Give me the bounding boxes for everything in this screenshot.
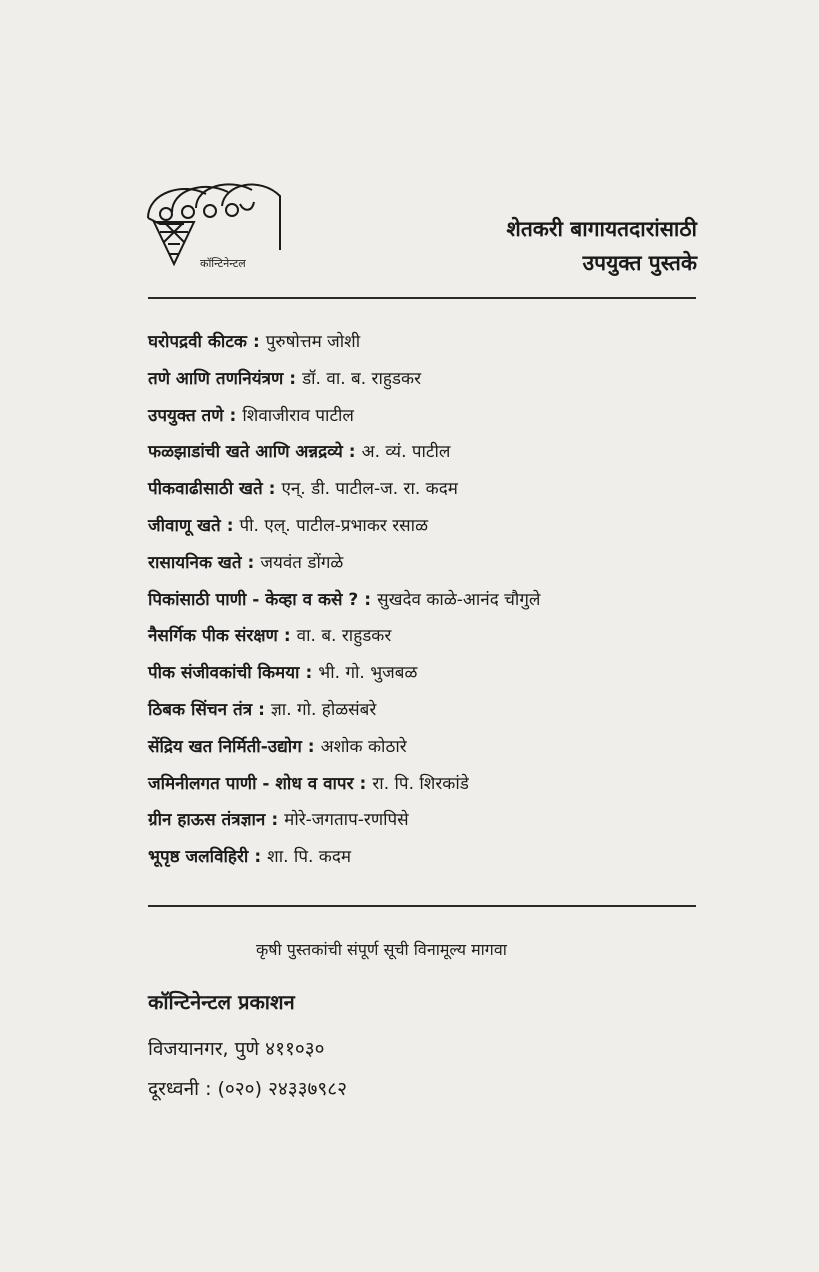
book-author: मोरे-जगताप-रणपिसे (284, 810, 409, 831)
book-title: तणे आणि तणनियंत्रण (148, 368, 284, 389)
top-divider (148, 297, 696, 299)
list-item (148, 729, 708, 766)
series-title-line-1: शेतकरी बागायतदारांसाठी (506, 217, 697, 241)
book-title: भूपृष्ठ जलविहिरी (148, 847, 249, 868)
bottom-divider (148, 905, 696, 907)
book-title: जीवाणू खते (148, 515, 221, 536)
separator: : (258, 699, 265, 720)
separator: : (252, 332, 260, 352)
book-author: अशोक कोठारे (320, 736, 407, 757)
book-author: एन्. डी. पाटील-ज. रा. कदम (281, 479, 458, 500)
book-author: रा. पि. शिरकांडे (372, 773, 469, 794)
publisher-address: विजयानगर, पुणे ४११०३० (148, 1038, 325, 1060)
list-item (148, 766, 708, 803)
book-author: वा. ब. राहुडकर (296, 626, 392, 647)
separator: : (359, 773, 367, 794)
list-item (148, 471, 708, 508)
book-title: ग्रीन हाऊस तंत्रज्ञान (148, 810, 266, 831)
list-item (148, 618, 708, 655)
book-author: अ. व्यं. पाटील (361, 442, 451, 463)
book-author: भी. गो. भुजबळ (318, 663, 418, 684)
book-title: जमिनीलगत पाणी - शोध व वापर (148, 773, 354, 794)
list-item (148, 582, 708, 619)
separator: : (283, 626, 291, 647)
separator: : (348, 442, 356, 463)
list-item (148, 508, 708, 545)
book-title: ठिबक सिंचन तंत्र (148, 699, 253, 720)
list-item (148, 361, 708, 398)
separator: : (307, 736, 315, 757)
book-author: जयवंत डोंगळे (260, 552, 344, 573)
book-author: शा. पि. कदम (267, 847, 352, 868)
publisher-name: कॉन्टिनेन्टल प्रकाशन (148, 990, 295, 1014)
book-title: पीकवाढीसाठी खते (148, 479, 263, 500)
publisher-logo (144, 178, 284, 274)
book-author: सुखदेव काळे-आनंद चौगुले (377, 589, 541, 610)
separator: : (226, 515, 234, 536)
book-title: फळझाडांची खते आणि अन्नद्रव्ये (148, 442, 343, 463)
separator: : (229, 405, 237, 426)
book-list (148, 324, 708, 876)
separator: : (364, 589, 372, 610)
book-title: रासायनिक खते (148, 552, 242, 573)
list-item (148, 692, 708, 729)
separator: : (247, 552, 255, 573)
publisher-phone: दूरध्वनी : (०२०) २४३३७९८२ (148, 1078, 348, 1100)
list-item (148, 434, 708, 471)
book-title: उपयुक्त तणे (148, 405, 224, 426)
catalog-note: कृषी पुस्तकांची संपूर्ण सूची विनामूल्य मागवा (256, 940, 507, 959)
book-author: डॉ. वा. ब. राहुडकर (302, 368, 422, 389)
separator: : (289, 368, 297, 389)
list-item (148, 398, 708, 435)
list-item (148, 839, 708, 876)
book-title: घरोपद्रवी कीटक (148, 332, 247, 352)
separator: : (268, 479, 276, 500)
book-title: पीक संजीवकांची किमया (148, 663, 300, 684)
separator: : (254, 847, 262, 868)
series-title (507, 212, 697, 280)
series-title-line-2: उपयुक्त पुस्तके (582, 251, 697, 275)
separator: : (271, 810, 279, 831)
book-author: शिवाजीराव पाटील (242, 405, 354, 426)
list-item (148, 545, 708, 582)
book-title: पिकांसाठी पाणी - केव्हा व कसे ? (148, 589, 359, 610)
logo-label: कॉन्टिनेन्टल (200, 257, 246, 270)
separator: : (305, 663, 313, 684)
book-title: नैसर्गिक पीक संरक्षण (148, 626, 278, 647)
list-item (148, 802, 708, 839)
book-title: सेंद्रिय खत निर्मिती-उद्योग (148, 736, 302, 757)
book-author: पी. एल्. पाटील-प्रभाकर रसाळ (239, 515, 428, 536)
book-author: पुरुषोत्तम जोशी (265, 332, 361, 352)
list-item (148, 655, 708, 692)
book-author: ज्ञा. गो. होळसंबरे (270, 699, 377, 720)
list-item (148, 324, 708, 361)
